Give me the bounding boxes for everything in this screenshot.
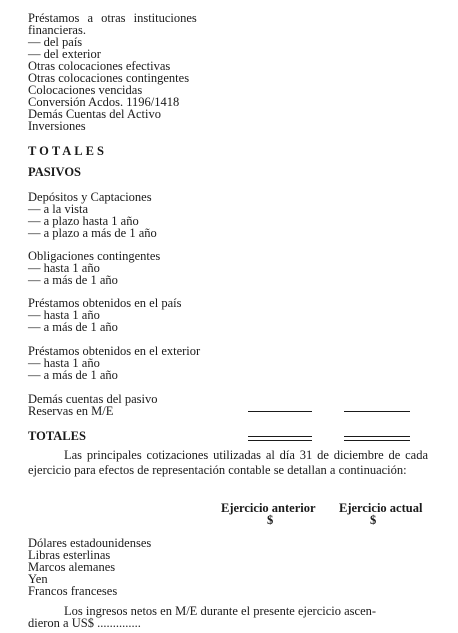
deposits-item: — a plazo a más de 1 año [28, 226, 157, 240]
currency-row: Dólares estadounidenses [28, 536, 152, 550]
total-double-rule-actual [344, 436, 410, 441]
asset-item: Préstamos a otras instituciones [28, 11, 197, 25]
deposits-item: — a plazo hasta 1 año [28, 214, 139, 228]
asset-item: Conversión Acdos. 1196/1418 [28, 95, 180, 109]
currency-symbol-actual: $ [370, 513, 377, 527]
currency-row: Libras esterlinas [28, 548, 111, 562]
liabilities-totals-label: TOTALES [28, 429, 86, 443]
total-double-rule-anterior [248, 436, 312, 441]
foreign-loans-title: Préstamos obtenidos en el exterior [28, 344, 201, 358]
obligations-item: — hasta 1 año [28, 261, 100, 275]
foreign-loans-item: — hasta 1 año [28, 356, 100, 370]
column-header-anterior: Ejercicio anterior [221, 501, 316, 515]
currency-symbol-anterior: $ [267, 513, 274, 527]
amount-rule-anterior [248, 411, 312, 412]
currency-row: Francos franceses [28, 584, 118, 598]
reserves-me: Reservas en M/E [28, 404, 114, 418]
currency-row: Yen [28, 572, 48, 586]
deposits-item: — a la vista [28, 202, 89, 216]
foreign-loans-item: — a más de 1 año [28, 368, 118, 382]
asset-item: financieras. [28, 23, 86, 37]
domestic-loans-item: — hasta 1 año [28, 308, 100, 322]
asset-item: — del exterior [28, 47, 101, 61]
net-income-line-2: dieron a US$ .............. [28, 616, 141, 630]
assets-totals-label: TOTALES [28, 144, 107, 158]
liabilities-heading: PASIVOS [28, 165, 82, 179]
net-income-line-1: Los ingresos netos en M/E durante el presente ejercicio ascen- [64, 604, 377, 618]
exchange-rates-paragraph: Las principales cotizaciones utilizadas al día 31 de diciembre de cada ejercicio para efectos de representación contable se detallan a continuación: [28, 448, 428, 477]
column-header-actual: Ejercicio actual [339, 501, 423, 515]
asset-item: Inversiones [28, 119, 86, 133]
asset-item: Otras colocaciones contingentes [28, 71, 190, 85]
asset-item: Otras colocaciones efectivas [28, 59, 171, 73]
asset-item: Colocaciones vencidas [28, 83, 143, 97]
currency-row: Marcos alemanes [28, 560, 116, 574]
domestic-loans-item: — a más de 1 año [28, 320, 118, 334]
obligations-item: — a más de 1 año [28, 273, 118, 287]
asset-item: Demás Cuentas del Activo [28, 107, 161, 121]
asset-item: — del país [28, 35, 83, 49]
deposits-title: Depósitos y Captaciones [28, 190, 152, 204]
obligations-title: Obligaciones contingentes [28, 249, 161, 263]
amount-rule-actual [344, 411, 410, 412]
domestic-loans-title: Préstamos obtenidos en el país [28, 296, 182, 310]
other-liabilities: Demás cuentas del pasivo [28, 392, 158, 406]
